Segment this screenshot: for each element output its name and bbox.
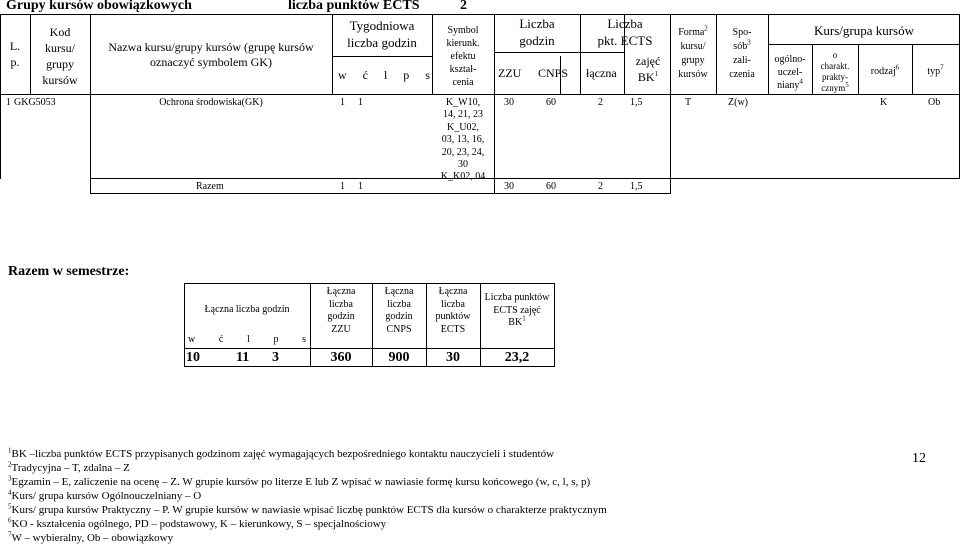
- razem-label: Razem: [196, 181, 224, 192]
- semestr-val-ects: 30: [446, 350, 460, 365]
- semestr-val-bk: 23,2: [504, 350, 530, 365]
- col-kod-1: Kod: [49, 25, 71, 39]
- razem-c: 1: [358, 181, 363, 192]
- semestr-val-cnps: 900: [388, 350, 410, 365]
- semestr-bk-1: Liczba punktów: [484, 292, 550, 303]
- semestr-ects-1: Łączna: [438, 286, 468, 297]
- col-forma-4: kursów: [678, 69, 708, 80]
- row-lp: 1: [6, 97, 11, 108]
- kurs-typ: typ: [927, 66, 941, 77]
- col-forma-3: grupy: [681, 55, 705, 66]
- row-symbol-6: 30: [458, 159, 468, 171]
- page-title: Grupy kursów obowiązkowych: [6, 0, 192, 13]
- footnote-6: $^6$KO - kształcenia ogólnego, PD – podstawowy, K – kierunkowy, S – specjalnościowy: [8, 516, 387, 530]
- row-symbol-4: 03, 13, 16,: [441, 134, 485, 146]
- col-lp-2: p.: [10, 55, 20, 69]
- row-kod: GKG5053: [14, 97, 56, 108]
- col-symbol-3: efektu: [450, 51, 476, 62]
- semestr-ects-4: ECTS: [440, 323, 466, 335]
- col-lp-1: L.: [9, 39, 21, 53]
- razem-zzu: 30: [504, 181, 514, 192]
- ects-value: 2: [460, 0, 467, 13]
- kurs-typ-sup: 7: [940, 63, 944, 72]
- footnote-5: $^5$Kurs/ grupa kursów Praktyczny – P. W grupie kursów w nawiasie wpisać liczbę punktów ECTS dla kursów o charakterze praktycznym: [8, 502, 607, 516]
- col-godz-1: Liczba: [519, 16, 555, 31]
- footnote-3: $^3$Egzamin – E, zaliczenie na ocenę – Z. W grupie kursów po literze E lub Z wpisać w nawiasie formę kursu końcowego (w, c, l, s, p): [8, 474, 591, 488]
- footnote-2: $^2$Tradycyjna – T, zdalna – Z: [8, 460, 130, 474]
- semestr-val-l: 3: [272, 350, 279, 365]
- semestr-cnps-1: Łączna: [384, 286, 414, 297]
- col-symbol-5: cenia: [452, 77, 474, 88]
- footnote-4: $^4$Kurs/ grupa kursów Ogólnouczelniany – O: [8, 488, 202, 502]
- semestr-bk-2: ECTS zajęć: [493, 304, 541, 316]
- godz-sub-zzu: ZZU: [498, 66, 522, 80]
- semestr-zzu-2: liczba: [329, 298, 353, 310]
- pkt-sub-zajec: zajęć: [635, 54, 661, 68]
- col-kod-2: kursu/: [45, 41, 75, 55]
- row-symbol-1: K_W10,: [445, 97, 481, 108]
- razem-laczna: 2: [598, 181, 603, 192]
- razem-cnps: 60: [546, 181, 556, 192]
- kurs-rodzaj-sup: 6: [895, 63, 900, 72]
- col-symbol-4: kształ-: [449, 64, 477, 75]
- row-typ: Ob: [928, 97, 941, 108]
- col-nazwa-2: oznaczyć symbolem GK): [150, 55, 272, 69]
- kurs-ogol-1: ogólno-: [774, 54, 806, 65]
- tyg-sub-p: p: [403, 68, 410, 82]
- pkt-sub-laczna: łączna: [586, 66, 617, 80]
- footnote-1: $^1$BK –liczba punktów ECTS przypisanych godzinom zajęć wymagających bezpośredniego kontaktu nauczycieli i studentów: [8, 446, 555, 460]
- col-pkt-1: Liczba: [607, 16, 643, 31]
- col-kod-3: grupy: [46, 57, 74, 71]
- col-forma-1: Forma: [678, 27, 705, 38]
- row-symbol-7: K_K02, 04: [440, 171, 486, 183]
- col-kod-4: kursów: [42, 73, 78, 87]
- row-zzu: 30: [504, 97, 514, 108]
- semestr-sub-l: l: [247, 334, 250, 345]
- semestr-title: Razem w semestrze:: [8, 264, 130, 279]
- semestr-cnps-2: liczba: [387, 298, 411, 310]
- semestr-val-zzu: 360: [330, 350, 352, 365]
- kurs-prakt-sup: 5: [845, 81, 849, 89]
- ects-label: liczba punktów ECTS: [288, 0, 420, 13]
- col-forma-sup: 2: [704, 24, 708, 33]
- semestr-bk-sup: 1: [522, 314, 526, 323]
- page-number: 12: [912, 451, 926, 466]
- razem-w: 1: [340, 181, 345, 192]
- col-pkt-2: pkt. ECTS: [597, 33, 653, 48]
- semestr-col-godz: Łączna liczba godzin: [204, 304, 290, 315]
- tyg-sub-l: l: [383, 68, 388, 82]
- row-c: 1: [358, 97, 363, 108]
- col-sposob-4: czenia: [729, 69, 755, 80]
- kurs-ogol-sup: 4: [799, 77, 803, 86]
- row-forma: T: [685, 97, 692, 108]
- row-cnps: 60: [546, 97, 556, 108]
- row-nazwa: Ochrona środowiska(GK): [159, 97, 263, 108]
- row-bk: 1,5: [630, 97, 643, 108]
- tyg-sub-c: ć: [362, 68, 368, 82]
- col-nazwa-1: Nazwa kursu/grupy kursów (grupę kursów: [108, 40, 314, 54]
- kurs-rodzaj: rodzaj: [870, 66, 896, 77]
- semestr-sub-s: s: [302, 334, 306, 345]
- col-kurs: Kurs/grupa kursów: [813, 23, 914, 38]
- col-sposob-sup: 3: [747, 38, 751, 47]
- semestr-val-c: 11: [236, 350, 250, 365]
- semestr-sub-p: p: [273, 334, 279, 345]
- footnote-7: $^7$W – wybieralny, Ob – obowiązkowy: [8, 530, 174, 544]
- razem-bk: 1,5: [630, 181, 643, 192]
- col-symbol-2: kierunk.: [446, 38, 480, 49]
- semestr-ects-2: liczba: [441, 298, 465, 310]
- col-symbol-1: Symbol: [447, 25, 479, 36]
- semestr-bk-3: BK: [508, 317, 523, 328]
- kurs-prakt-1: o: [832, 50, 838, 60]
- col-forma-2: kursu/: [680, 41, 706, 52]
- row-laczna: 2: [598, 97, 603, 108]
- tyg-sub-w: w: [338, 68, 347, 82]
- semestr-cnps-4: CNPS: [386, 323, 412, 335]
- pkt-sub-bk-sup: 1: [654, 70, 659, 78]
- col-godz-2: godzin: [519, 33, 555, 48]
- col-sposob-3: zali-: [733, 55, 751, 66]
- godz-sub-cnps: CNPS: [537, 66, 568, 80]
- row-symbol-5: 20, 23, 24,: [441, 146, 485, 158]
- row-w: 1: [340, 97, 345, 108]
- col-sposob-1: Spo-: [732, 27, 752, 38]
- semestr-cnps-3: godzin: [385, 311, 413, 322]
- semestr-sub-w: w: [188, 334, 196, 345]
- tyg-sub-s: s: [425, 68, 430, 82]
- kurs-prakt-4: cznym: [821, 83, 846, 93]
- kurs-prakt-2: charakt.: [820, 61, 850, 71]
- semestr-val-w: 10: [186, 350, 200, 365]
- row-rodzaj: K: [880, 97, 888, 108]
- semestr-sub-c: ć: [218, 334, 224, 345]
- semestr-zzu-4: ZZU: [331, 323, 351, 335]
- col-tyg-1: Tygodniowa: [349, 18, 415, 33]
- semestr-ects-3: punktów: [435, 311, 471, 322]
- col-tyg-2: liczba godzin: [347, 35, 417, 50]
- row-symbol-2: 14, 21, 23: [443, 109, 483, 121]
- col-sposob-2: sób: [733, 41, 748, 52]
- row-sposob: Z(w): [728, 97, 748, 108]
- pkt-sub-bk: BK: [637, 70, 655, 84]
- kurs-ogol-2: uczel-: [777, 67, 803, 78]
- semestr-zzu-3: godzin: [327, 311, 355, 322]
- row-symbol-3: K_U02,: [447, 121, 479, 133]
- kurs-prakt-3: prakty-: [822, 72, 848, 82]
- kurs-ogol-3: niany: [777, 80, 800, 91]
- semestr-zzu-1: Łączna: [326, 286, 356, 297]
